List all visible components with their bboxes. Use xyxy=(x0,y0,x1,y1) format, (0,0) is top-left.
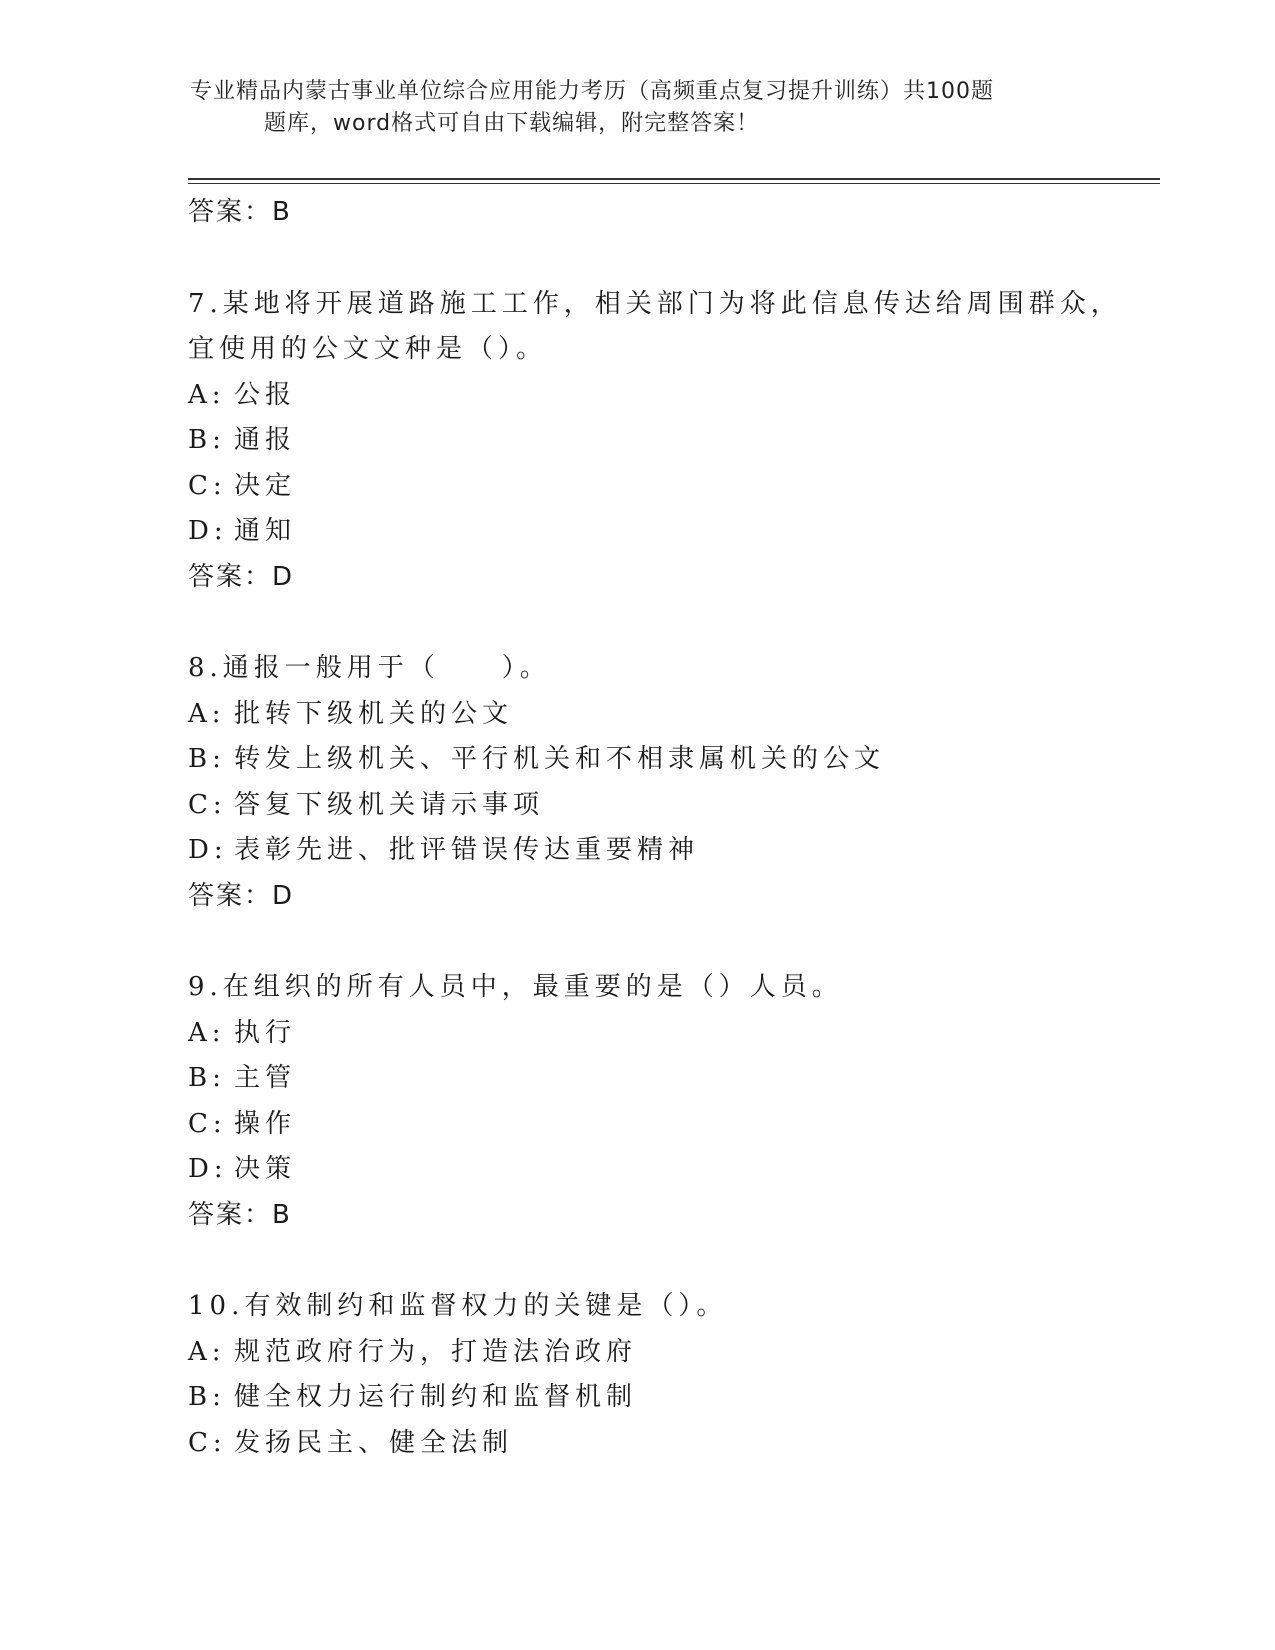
option-a xyxy=(188,1330,1148,1376)
header-line-1: 专业精品内蒙古事业单位综合应用能力考历（高频重点复习提升训练）共100题 xyxy=(190,79,994,104)
option-label: B: xyxy=(188,1382,226,1412)
option-text: 主管 xyxy=(234,1063,297,1093)
option-label: C: xyxy=(188,1427,227,1458)
option-a xyxy=(188,373,1148,419)
option-text: 发扬民主、健全法制 xyxy=(234,1427,514,1458)
option-text: 决定 xyxy=(234,470,297,501)
question-stem: 8.通报一般用于（ ）。 xyxy=(188,653,551,683)
question-block xyxy=(188,1284,1148,1466)
option-label: B: xyxy=(188,744,226,774)
question-stem: 10.有效制约和监督权力的关键是（）。 xyxy=(188,1291,728,1321)
header-rule-thin xyxy=(188,183,1160,184)
question-stem: 7.某地将开展道路施工工作，相关部门为将此信息传达给周围群众， xyxy=(188,288,1122,319)
question-block xyxy=(188,646,1148,919)
option-text: 决策 xyxy=(234,1154,297,1184)
option-text: 通报 xyxy=(234,425,297,455)
question-stem-continued: 宜使用的公文文种是（）。 xyxy=(188,334,548,364)
answer-line: 答案：B xyxy=(188,197,292,227)
option-text: 通知 xyxy=(234,516,297,546)
option-a xyxy=(188,1011,1148,1057)
option-label: D: xyxy=(188,516,228,546)
option-label: D: xyxy=(188,835,228,865)
option-label: C: xyxy=(188,789,227,820)
option-label: B: xyxy=(188,425,226,455)
option-text: 健全权力运行制约和监督机制 xyxy=(234,1382,638,1412)
option-label: A: xyxy=(188,1336,226,1367)
option-d xyxy=(188,1147,1148,1193)
document-body xyxy=(188,190,1148,1466)
header-line-2: 题库，word格式可自由下载编辑，附完整答案！ xyxy=(264,111,760,136)
option-text: 公报 xyxy=(234,379,297,410)
option-b xyxy=(188,737,1148,783)
option-c xyxy=(188,464,1148,510)
option-b xyxy=(188,418,1148,464)
answer-line: 答案：B xyxy=(188,1199,292,1230)
option-a xyxy=(188,692,1148,738)
option-label: A: xyxy=(188,1017,226,1048)
option-label: D: xyxy=(188,1154,228,1184)
option-text: 答复下级机关请示事项 xyxy=(234,789,545,820)
question-block xyxy=(188,965,1148,1238)
option-label: B: xyxy=(188,1063,226,1093)
option-text: 批转下级机关的公文 xyxy=(234,698,514,729)
header-rule-thick xyxy=(188,178,1160,180)
option-d xyxy=(188,509,1148,555)
option-text: 操作 xyxy=(234,1108,297,1139)
option-c xyxy=(188,783,1148,829)
option-text: 执行 xyxy=(234,1017,297,1048)
option-b xyxy=(188,1375,1148,1421)
option-d xyxy=(188,828,1148,874)
option-c xyxy=(188,1421,1148,1467)
option-text: 转发上级机关、平行机关和不相隶属机关的公文 xyxy=(234,744,886,774)
option-b xyxy=(188,1056,1148,1102)
answer-line: 答案：D xyxy=(188,561,295,592)
answer-line: 答案：D xyxy=(188,880,295,911)
question-block xyxy=(188,282,1148,601)
option-text: 规范政府行为，打造法治政府 xyxy=(234,1336,638,1367)
question-stem: 9.在组织的所有人员中，最重要的是（）人员。 xyxy=(188,972,843,1002)
option-label: A: xyxy=(188,698,226,729)
option-text: 表彰先进、批评错误传达重要精神 xyxy=(234,835,700,865)
option-label: C: xyxy=(188,470,227,501)
option-c xyxy=(188,1102,1148,1148)
option-label: C: xyxy=(188,1108,227,1139)
document-header xyxy=(190,76,1090,140)
option-label: A: xyxy=(188,379,226,410)
